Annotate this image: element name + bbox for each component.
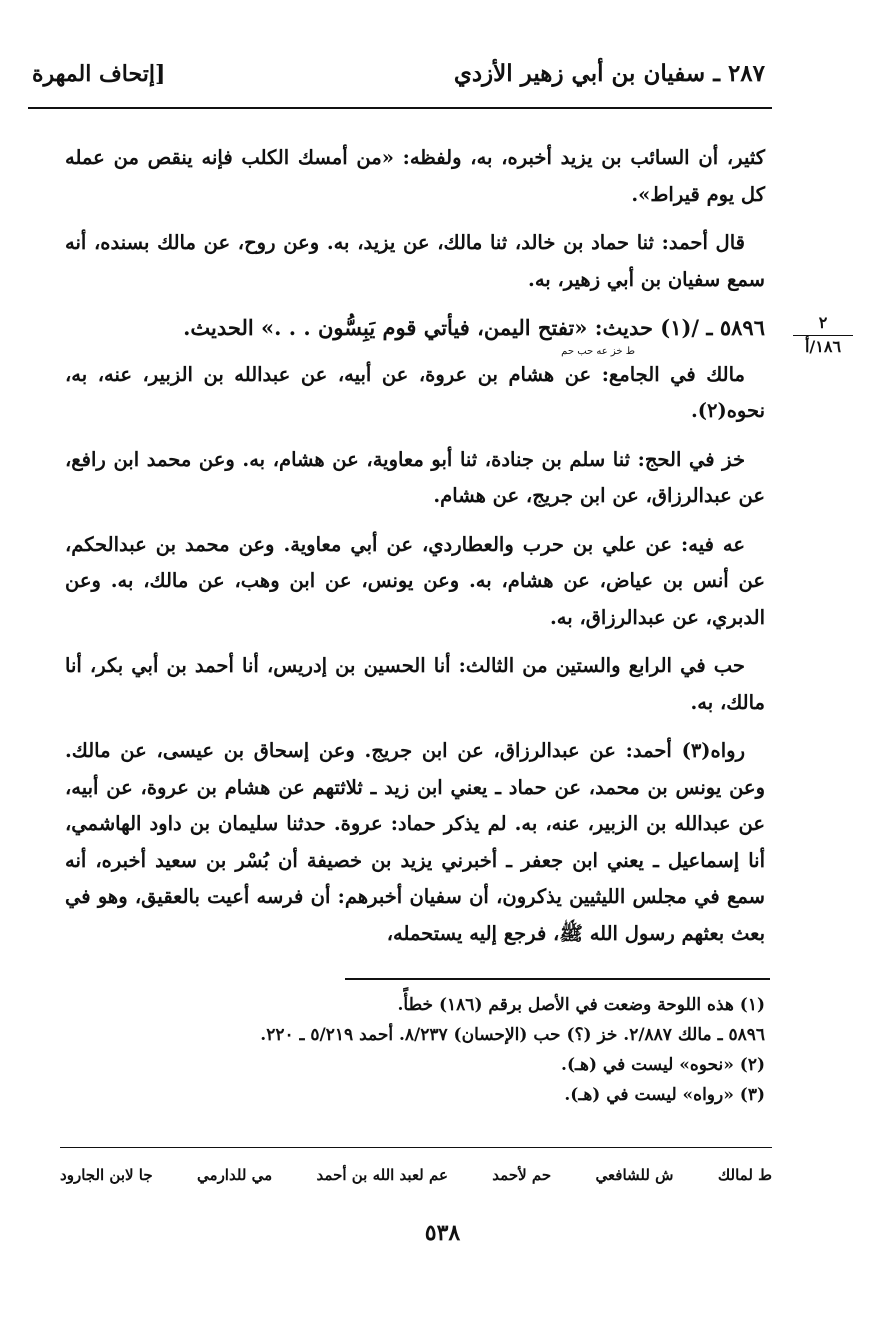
paragraph-malik: مالك في الجامع: عن هشام بن عروة، عن أبيه، عن عبدالله بن الزبير، عنه، به، نحوه(٢). bbox=[65, 362, 765, 422]
hadith-heading: ٥٨٩٦ ـ /(١) حديث: «تفتح اليمن، فيأتي قوم يَبِسُّون . . .» الحديث. bbox=[183, 315, 765, 340]
legend-rule bbox=[60, 1147, 772, 1148]
legend-item: ط لمالك bbox=[717, 1166, 772, 1184]
footnote-2: (٢) «نحوه» ليست في (هـ). bbox=[561, 1055, 765, 1075]
legend-item: عم لعبد الله بن أحمد bbox=[316, 1166, 448, 1184]
legend-item: جا لابن الجارود bbox=[60, 1166, 153, 1184]
margin-note-top: ٢ bbox=[793, 312, 853, 336]
footnote-3: (٣) «رواه» ليست في (هـ). bbox=[564, 1085, 765, 1105]
paragraph-2: قال أحمد: ثنا حماد بن خالد، ثنا مالك، عن يزيد، به. وعن روح، عن مالك بسنده، أنه سمع سفيان بن أبي زهير، به. bbox=[65, 231, 765, 291]
paragraph-ahmad: رواه(٣) أحمد: عن عبدالرزاق، عن ابن جريج. وعن إسحاق بن عيسى، عن مالك. وعن يونس بن محمد، عن حماد ـ يعني ابن زيد ـ ثلاثتهم عن هشام بن عروة، عن أبيه، عن عبدالله بن الزبير، عنه، به. لم يذكر حماد: عروة. حدثنا سليمان بن داود الهاشمي، أنا إسماعيل ـ يعني ابن جعفر ـ أخبرني يزيد بن خصيفة أن بُسْر بن سعيد أخبره، أنه سمع في مجلس الليثيين يذكرون، أن سفيان أخبرهم: أن فرسه أعيت بالعقيق، وهو في بعث بعثهم رسول الله ﷺ، فرجع إليه يستحمله، bbox=[65, 739, 765, 945]
legend-item: حم لأحمد bbox=[492, 1166, 552, 1184]
footnote-rule bbox=[345, 978, 770, 980]
margin-note bbox=[793, 312, 853, 358]
header-rule bbox=[28, 107, 772, 109]
margin-note-bottom: ١٨٦/أ bbox=[804, 337, 842, 356]
legend-item: ش للشافعي bbox=[595, 1166, 674, 1184]
footnotes bbox=[100, 990, 765, 1110]
main-text bbox=[65, 140, 765, 964]
paragraph-hibban: حب في الرابع والستين من الثالث: أنا الحسين بن إدريس، أنا أحمد بن أبي بكر، أنا مالك، به. bbox=[65, 654, 765, 714]
abbreviation-legend bbox=[60, 1163, 772, 1187]
page-number: ٥٣٨ bbox=[424, 1220, 461, 1246]
paragraph-1: كثير، أن السائب بن يزيد أخبره، به، ولفظه: «من أمسك الكلب فإنه ينقص من عمله كل يوم قيراط». bbox=[65, 146, 765, 206]
paragraph-awana: عه فيه: عن علي بن حرب والعطاردي، عن أبي معاوية. وعن محمد بن عبدالحكم، عن أنس بن عياض، عن هشام، به. وعن يونس، عن ابن وهب، عن مالك، به. وعن الدبري، عن عبدالرزاق، به. bbox=[65, 532, 765, 629]
footnote-references: ٥٨٩٦ ـ مالك ٢/٨٨٧. خز (؟) حب (الإحسان) ٨/٢٣٧. أحمد ٥/٢١٩ ـ ٢٢٠. bbox=[260, 1025, 765, 1045]
legend-item: مي للدارمي bbox=[197, 1166, 273, 1184]
book-title: [إتحاف المهرة bbox=[32, 61, 166, 87]
siglum-note: ط خز عه حب حم bbox=[561, 345, 635, 357]
running-title: ٢٨٧ ـ سفيان بن أبي زهير الأزدي bbox=[453, 60, 765, 87]
footnote-1: (١) هذه اللوحة وضعت في الأصل برقم (١٨٦) خطأً. bbox=[397, 995, 765, 1015]
paragraph-khuz: خز في الحج: ثنا سلم بن جنادة، ثنا أبو معاوية، عن هشام، به. وعن محمد ابن رافع، عن عبدالرزاق، عن ابن جريج، عن هشام. bbox=[65, 447, 765, 507]
